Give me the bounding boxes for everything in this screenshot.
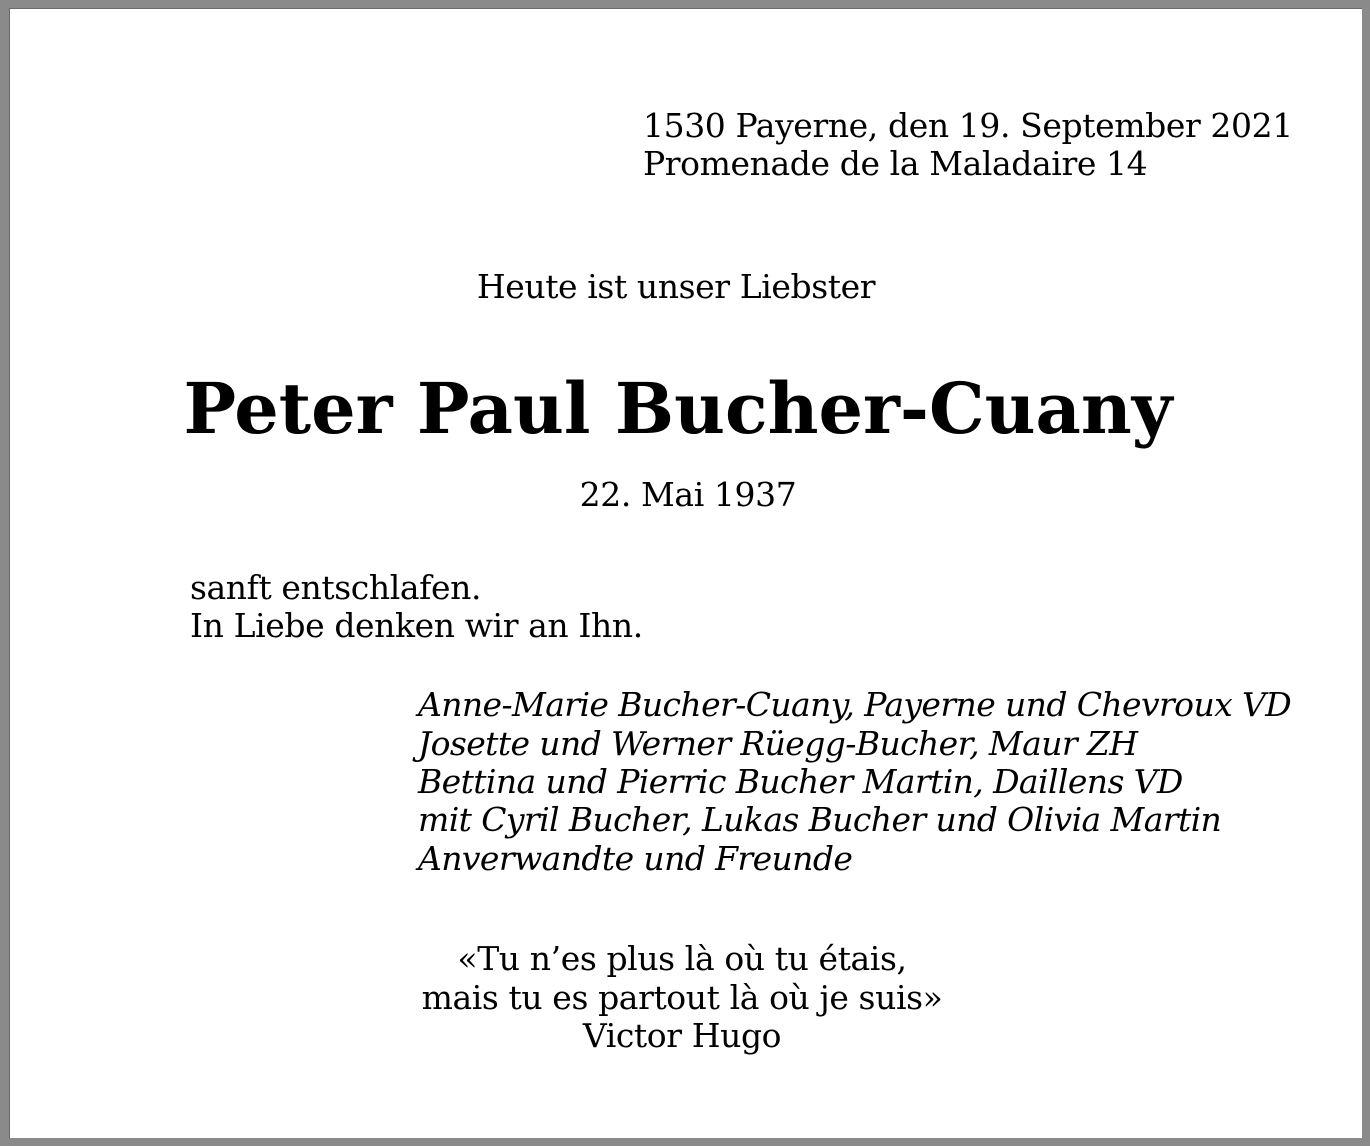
intro-text: Heute ist unser Liebster <box>476 267 876 306</box>
birth-date: 22. Mai 1937 <box>579 475 797 514</box>
mourner-line: mit Cyril Bucher, Lukas Bucher und Olivia Martin <box>418 800 1222 839</box>
place-date: 1530 Payerne, den 19. September 2021 <box>643 106 1293 145</box>
quote-author: Victor Hugo <box>582 1016 782 1055</box>
deceased-name: Peter Paul Bucher-Cuany <box>183 367 1173 450</box>
address: Promenade de la Maladaire 14 <box>643 144 1148 183</box>
mourner-line: Josette und Werner Rüegg-Bucher, Maur ZH <box>418 724 1138 763</box>
quote-line-1: «Tu n’es plus là où tu étais, <box>457 939 907 978</box>
mourner-line: Anverwandte und Freunde <box>418 839 853 878</box>
mourner-line: Anne-Marie Bucher-Cuany, Payerne und Chevroux VD <box>418 685 1292 724</box>
closing-line-1: sanft entschlafen. <box>190 568 482 607</box>
quote-line-2: mais tu es partout là où je suis» <box>421 978 943 1017</box>
obituary-page <box>9 8 1362 1138</box>
mourner-line: Bettina und Pierric Bucher Martin, Daillens VD <box>418 762 1183 801</box>
closing-line-2: In Liebe denken wir an Ihn. <box>190 606 643 645</box>
